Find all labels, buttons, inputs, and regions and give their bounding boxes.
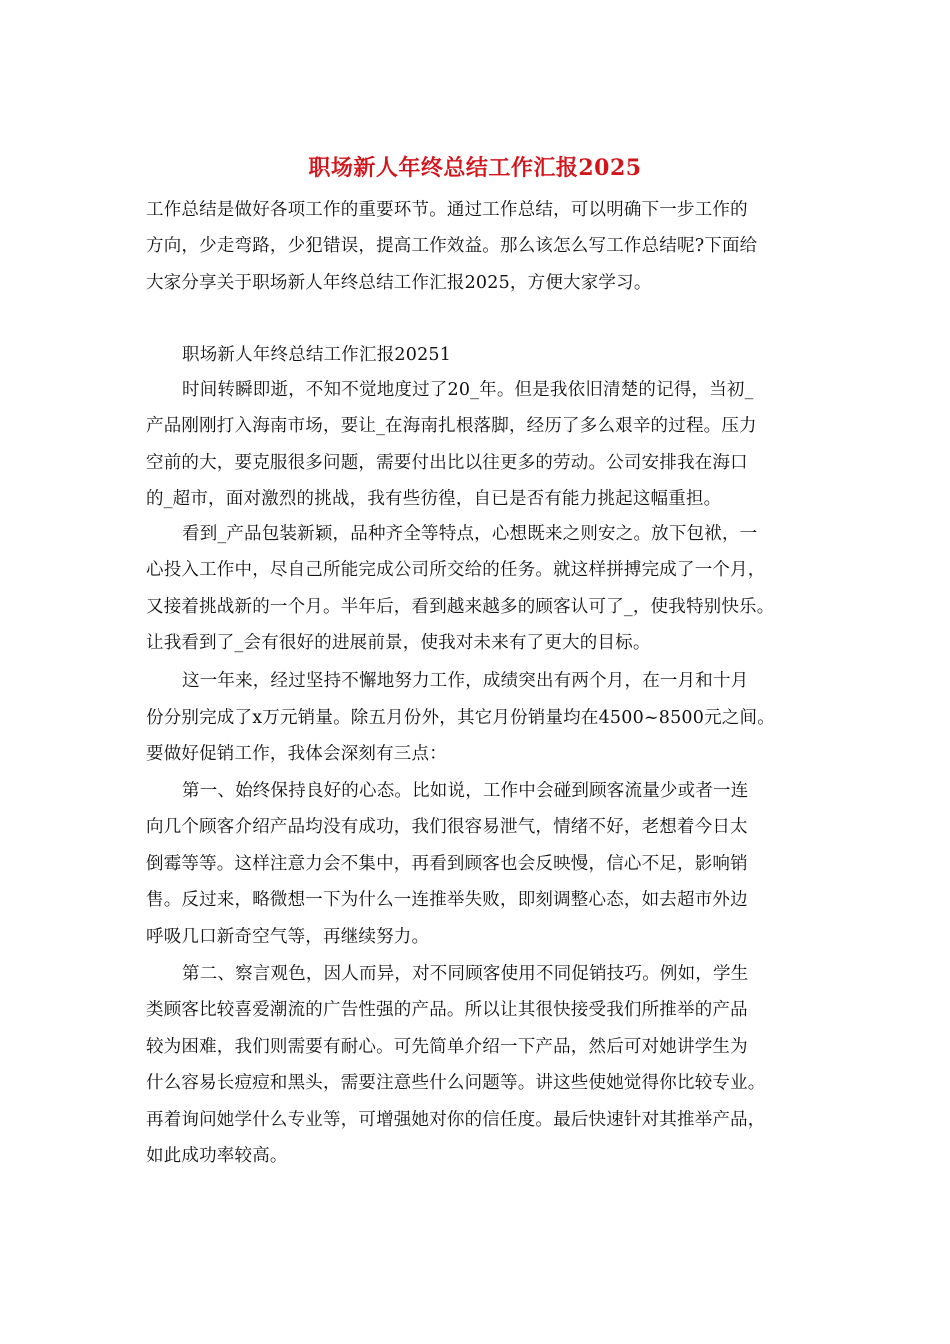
- section-heading: 职场新人年终总结工作汇报20251: [182, 345, 452, 365]
- paragraph-line: 什么容易长痘痘和黑头，需要注意些什么问题等。讲这些使她觉得你比较专业。: [146, 1073, 766, 1093]
- paragraph-line: 倒霉等等。这样注意力会不集中，再看到顾客也会反映慢，信心不足，影响销: [146, 854, 748, 874]
- paragraph-line: 要做好促销工作，我体会深刻有三点：: [146, 744, 447, 764]
- document-title: 职场新人年终总结工作汇报2025: [308, 155, 642, 181]
- paragraph-line: 心投入工作中，尽自己所能完成公司所交给的任务。就这样拼搏完成了一个月，: [146, 560, 766, 580]
- paragraph-line: 售。反过来，略微想一下为什么一连推举失败，即刻调整心态，如去超市外边: [146, 890, 748, 910]
- paragraph-line: 第一、始终保持良好的心态。比如说，工作中会碰到顾客流量少或者一连: [182, 781, 749, 801]
- paragraph-line: 时间转瞬即逝，不知不觉地度过了20_年。但是我依旧清楚的记得，当初_: [182, 380, 754, 400]
- paragraph-line: 又接着挑战新的一个月。半年后，看到越来越多的顾客认可了_，使我特别快乐。: [146, 597, 775, 617]
- paragraph-line: 让我看到了_会有很好的进展前景，使我对未来有了更大的目标。: [146, 633, 651, 653]
- paragraph-line: 份分别完成了x万元销量。除五月份外，其它月份销量均在4500~8500元之间。: [146, 708, 775, 728]
- paragraph-line: 第二、察言观色，因人而异，对不同顾客使用不同促销技巧。例如，学生: [182, 964, 749, 984]
- intro-line: 大家分享关于职场新人年终总结工作汇报2025，方便大家学习。: [146, 273, 652, 293]
- intro-line: 工作总结是做好各项工作的重要环节。通过工作总结，可以明确下一步工作的: [146, 200, 748, 220]
- paragraph-line: 的_超市，面对激烈的挑战，我有些彷徨，自已是否有能力挑起这幅重担。: [146, 489, 722, 509]
- paragraph-line: 如此成功率较高。: [146, 1146, 288, 1166]
- paragraph-line: 呼吸几口新奇空气等，再继续努力。: [146, 927, 430, 947]
- paragraph-line: 较为困难，我们则需要有耐心。可先简单介绍一下产品，然后可对她讲学生为: [146, 1037, 748, 1057]
- paragraph-line: 类顾客比较喜爱潮流的广告性强的产品。所以让其很快接受我们所推举的产品: [146, 1000, 748, 1020]
- paragraph-line: 看到_产品包装新颖，品种齐全等特点，心想既来之则安之。放下包袱，一: [182, 524, 758, 544]
- paragraph-line: 再着询问她学什么专业等，可增强她对你的信任度。最后快速针对其推举产品，: [146, 1110, 766, 1130]
- paragraph-line: 产品刚刚打入海南市场，要让_在海南扎根落脚，经历了多么艰辛的过程。压力: [146, 416, 757, 436]
- paragraph-line: 这一年来，经过坚持不懈地努力工作，成绩突出有两个月，在一月和十月: [182, 671, 749, 691]
- intro-line: 方向，少走弯路，少犯错误，提高工作效益。那么该怎么写工作总结呢?下面给: [146, 236, 758, 256]
- paragraph-line: 向几个顾客介绍产品均没有成功，我们很容易泄气，情绪不好，老想着今日太: [146, 817, 748, 837]
- paragraph-line: 空前的大，要克服很多问题，需要付出比以往更多的劳动。公司安排我在海口: [146, 453, 748, 473]
